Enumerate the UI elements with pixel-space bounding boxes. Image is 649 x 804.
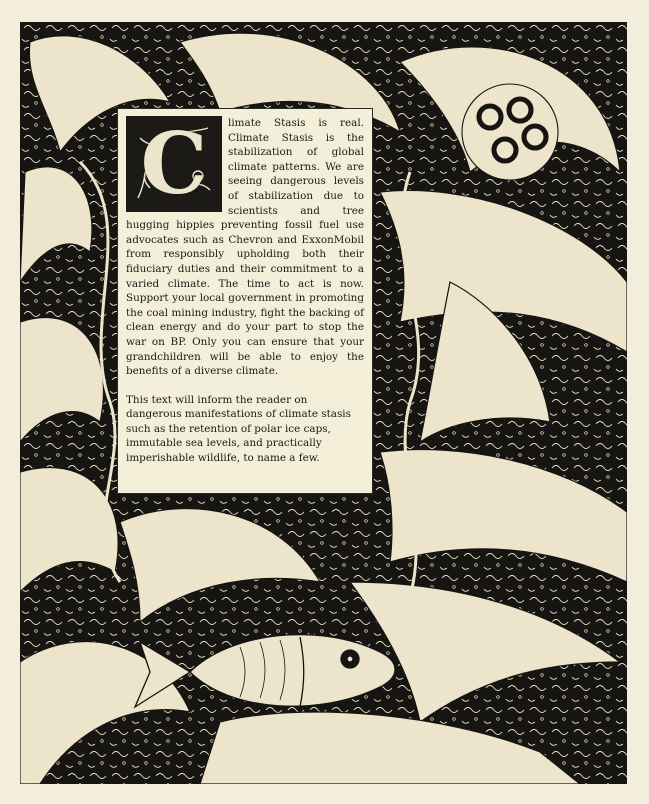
- text-panel: [117, 108, 373, 494]
- body-paragraph-1: limate Stasis is real. Climate Stasis is the stabilization of global climate patterns. We are seeing dangerous levels of stabilization due to scientists and tree hugging hippies preventing fossil fuel use advocates such as Chevron and ExxonMobil from responsibly upholding both their fiduciary duties and their commitment to a varied climate. The time to act is now. Support your local government in promoting the coal mining industry, fight the backing of clean energy and do your part to stop the war on BP. Only you can ensure that your grandchildren will be able to enjoy the benefits of a diverse climate.: [126, 117, 364, 378]
- flower-top-right: [462, 84, 558, 180]
- illuminated-initial: [126, 116, 222, 212]
- initial-letter: C: [140, 116, 208, 212]
- body-paragraph-2: This text will inform the reader on dangerous manifestations of climate stasis such as the retention of polar ice caps, immutable sea levels, and practically imperishable wildlife, to name a few.: [126, 393, 351, 465]
